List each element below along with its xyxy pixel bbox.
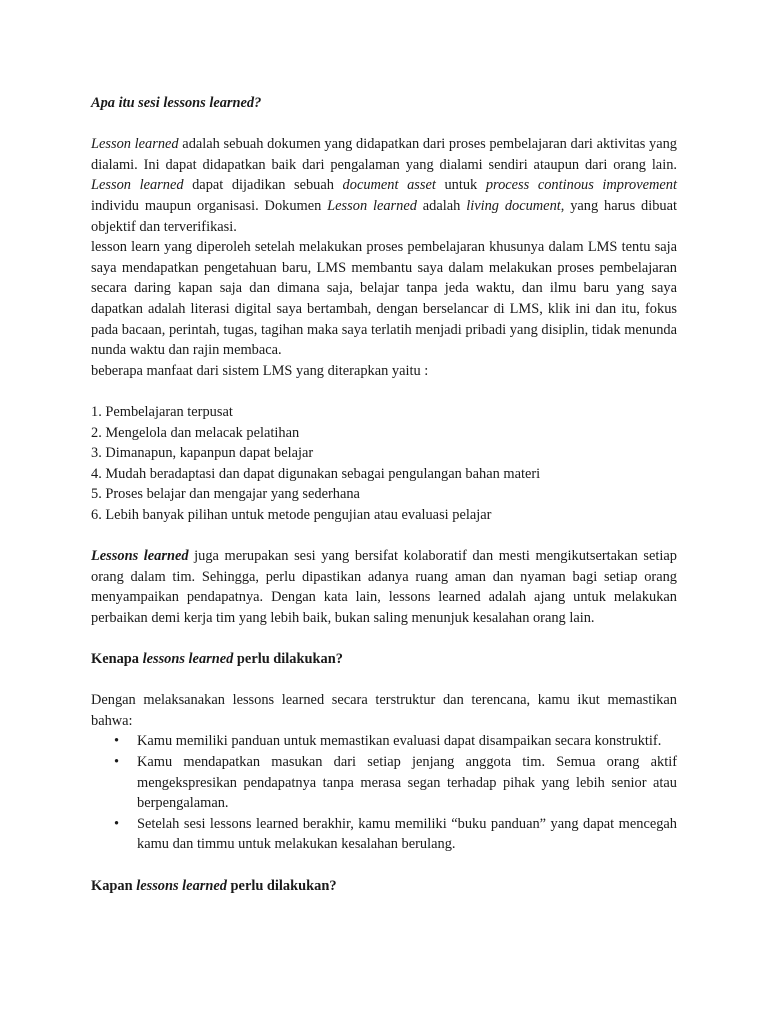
blank-line [91,855,677,876]
blank-line [91,525,677,546]
text-run: individu maupun organisasi. Dokumen [91,197,328,214]
term-lesson-learned: Lesson learned [91,177,184,194]
list-item-text: Setelah sesi lessons learned berakhir, kamu memiliki “buku panduan” yang dapat mencegah kamu dan timmu untuk melakukan kesalahan berulang. [137,815,677,853]
benefits-list [91,402,677,526]
text-run: Kenapa [91,651,143,668]
heading-kenapa [91,649,677,670]
list-item-text: Kamu memiliki panduan untuk memastikan evaluasi dapat disampaikan secara konstruktif. [137,733,662,750]
term-living-document: living document [466,197,561,214]
text-run: perlu dilakukan? [226,877,337,894]
list-item [114,752,677,814]
term-lesson-learned: Lesson learned [91,136,179,153]
paragraph-lms-experience: lesson learn yang diperoleh setelah melakukan proses pembelajaran khusunya dalam LMS tentu saja saya mendapatkan pengetahuan baru, LMS membantu saya dalam melakukan proses pembelajaran secara daring kapan saja dan dimana saja, belajar tanpa jeda waktu, dan ilmu baru yang saya dapatkan adalah literasi digital saya bertambah, dengan berselancar di LMS, klik ini dan itu, fokus pada bacaan, perintah, tugas, tagihan maka saya terlatih menjadi pribadi yang disiplin, tidak menunda nunda waktu dan rajin membaca. [91,239,677,359]
text-run: perlu dilakukan? [233,651,343,668]
term-lessons-learned: lessons learned [142,651,234,668]
term-lesson-learned: Lesson learned [327,197,417,214]
bullet-icon: • [114,754,120,770]
list-item: 6. Lebih banyak pilihan untuk metode pengujian atau evaluasi pelajar [91,506,492,523]
term-document-asset: document asset [342,177,436,194]
list-item-text: Kamu mendapatkan masukan dari setiap jenjang anggota tim. Semua orang aktif mengekspresikan pendapatnya tanpa merasa segan terhadap pihak yang lebih senior atau berpengalaman. [137,754,677,812]
bullet-icon: • [114,733,120,750]
blank-line [91,670,677,691]
blank-line [91,381,677,402]
text-run: Kapan [91,877,137,894]
list-item: 3. Dimanapun, kapanpun dapat belajar [91,445,314,462]
text-run: adalah sebuah dokumen yang didapatkan dari proses pembelajaran dari aktivitas yang dialami. Ini dapat didapatkan baik dari pengalaman yang dialami sendiri ataupun dari orang lain. [91,136,677,173]
term-process-improvement: process continous improvement [485,177,677,194]
term-lessons-learned: Lessons learned [91,548,189,565]
text-run: dapat dijadikan sebuah [183,177,343,194]
heading-apa-itu: Apa itu sesi lessons learned? [91,95,262,111]
list-item [114,814,677,855]
blank-line [91,114,677,135]
text-run: , yang harus dibuat objektif dan terverifikasi. [91,197,678,235]
paragraph-ensure-intro: Dengan melaksanakan lessons learned secara terstruktur dan terencana, kamu ikut memastikan bahwa: [91,692,677,729]
list-item: 1. Pembelajaran terpusat [91,403,233,420]
text-run: untuk [435,177,486,194]
blank-line [91,628,677,649]
document-body [91,93,677,896]
list-item [114,731,677,752]
term-lessons-learned: lessons learned [136,877,227,894]
list-item: 2. Mengelola dan melacak pelatihan [91,424,300,441]
bullet-icon: • [114,815,120,832]
reasons-list [91,731,677,855]
list-item: 5. Proses belajar dan mengajar yang sederhana [91,486,360,503]
text-run: adalah [416,197,467,214]
paragraph-collaborative [91,546,677,628]
heading-kapan [91,876,677,897]
paragraph-benefits-intro: beberapa manfaat dari sistem LMS yang diterapkan yaitu : [91,362,429,379]
paragraph-definition [91,134,677,237]
list-item: 4. Mudah beradaptasi dan dapat digunakan sebagai pengulangan bahan materi [91,465,541,482]
text-run: juga merupakan sesi yang bersifat kolaboratif dan mesti mengikutsertakan setiap orang dalam tim. Sehingga, perlu dipastikan adanya ruang aman dan nyaman bagi setiap orang menyampaikan pendapatnya. Dengan kata lain, lessons learned adalah ajang untuk melakukan perbaikan demi kerja tim yang lebih baik, bukan saling menunjuk kesalahan orang lain. [91,548,677,626]
